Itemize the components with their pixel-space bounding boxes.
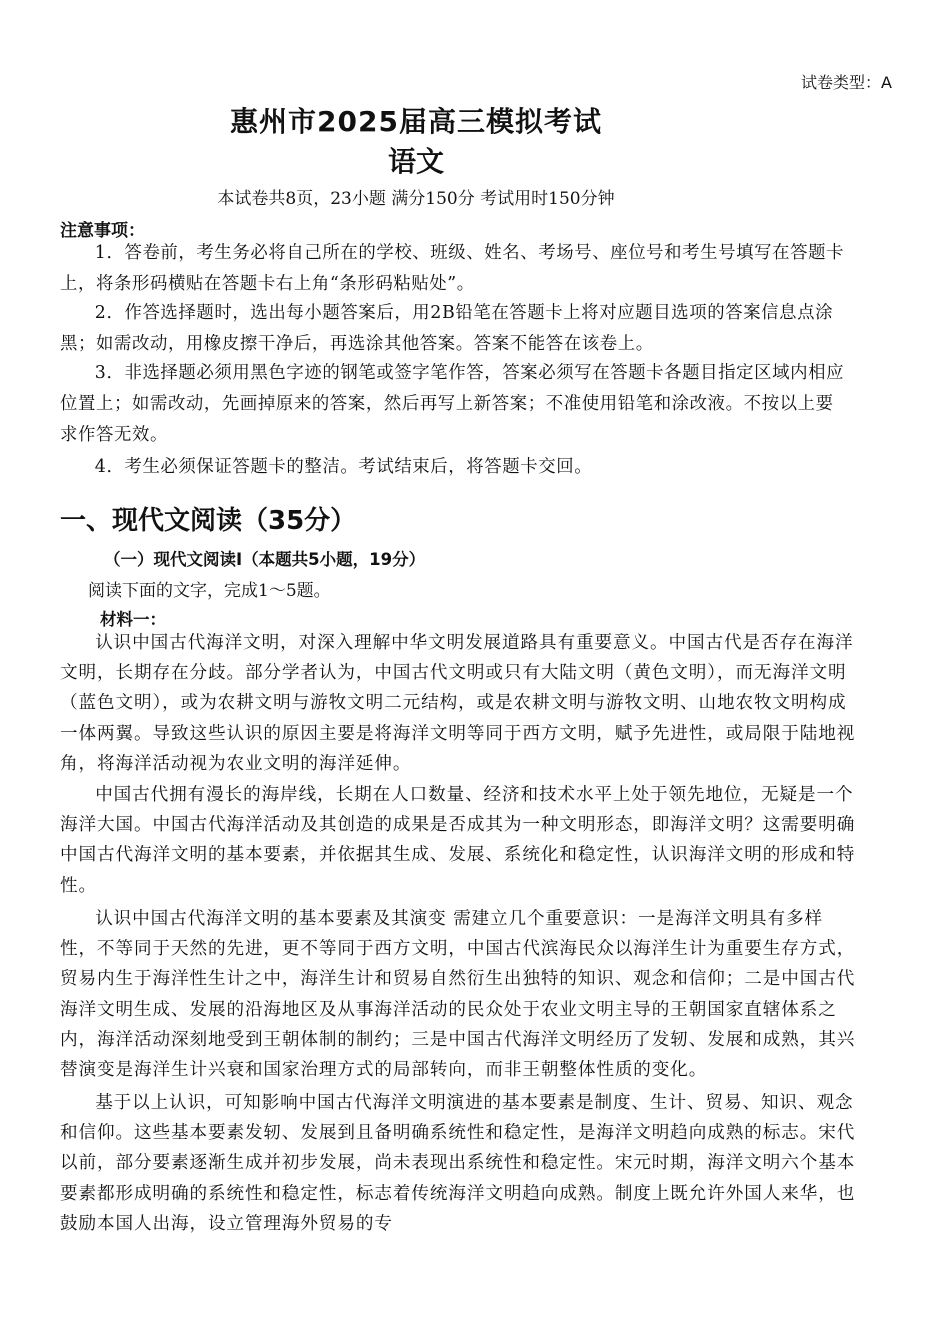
exam-title: 惠州市2025届高三模拟考试 xyxy=(230,105,602,138)
notice-item: 2．作答选择题时，选出每小题答案后，用2B铅笔在答题卡上将对应题目选项的答案信息点涂黑；如需改动，用橡皮擦干净后，再选涂其他答案。答案不能答在该卷上。 xyxy=(60,303,834,354)
reading-instruction: 阅读下面的文字，完成1～5题。 xyxy=(88,581,331,601)
notice-item-2-block xyxy=(60,298,845,360)
sub-section-heading: （一）现代文阅读Ⅰ（本题共5小题，19分） xyxy=(104,550,426,569)
body-paragraph: 基于以上认识，可知影响中国古代海洋文明演进的基本要素是制度、生计、贸易、知识、观念和信仰。这些基本要素发轫、发展到且备明确系统性和稳定性，是海洋文明趋向成熟的标志。宋代以前，部分要素逐渐生成并初步发展，尚未表现出系统性和稳定性。宋元时期，海洋文明六个基本要素都形成明确的系统性和稳定性，标志着传统海洋文明趋向成熟。制度上既允许外国人来华，也鼓励本国人出海，设立管理海外贸易的专 xyxy=(60,1093,856,1234)
body-paragraph-4-block xyxy=(60,1088,858,1239)
body-paragraph: 认识中国古代海洋文明，对深入理解中华文明发展道路具有重要意义。中国古代是否存在海洋文明，长期存在分歧。部分学者认为，中国古代文明或只有大陆文明（黄色文明），而无海洋文明（蓝色文明），或为农耕文明与游牧文明二元结构，或是农耕文明与游牧文明、山地农牧文明构成一体两翼。导致这些认识的原因主要是将海洋文明等同于西方文明，赋予先进性，或局限于陆地视角，将海洋活动视为农业文明的海洋延伸。 xyxy=(60,633,856,774)
body-paragraph: 中国古代拥有漫长的海岸线，长期在人口数量、经济和技术水平上处于领先地位，无疑是一个海洋大国。中国古代海洋活动及其创造的成果是否成其为一种文明形态，即海洋文明？这需要明确中国古代海洋文明的基本要素，并依据其生成、发展、系统化和稳定性，认识海洋文明的形成和特性。 xyxy=(60,785,856,896)
section-heading: 一、现代文阅读（35分） xyxy=(60,506,357,536)
subject-title: 语文 xyxy=(387,145,444,178)
body-paragraph-3-block xyxy=(60,904,858,1085)
exam-info: 本试卷共8页，23小题 满分150分 考试用时150分钟 xyxy=(217,189,615,209)
body-paragraph-1-block xyxy=(60,628,858,779)
notice-item: 4．考生必须保证答题卡的整洁。考试结束后，将答题卡交回。 xyxy=(94,457,593,477)
notice-item: 3．非选择题必须用黑色字迹的钢笔或签字笔作答，答案必须写在答题卡各题目指定区域内相应位置上；如需改动，先画掉原来的答案，然后再写上新答案；不准使用铅笔和涂改液。不按以上要求作答无效。 xyxy=(60,363,845,445)
body-paragraph: 认识中国古代海洋文明的基本要素及其演变 需建立几个重要意识：一是海洋文明具有多样性，不等同于天然的先进，更不等同于西方文明，中国古代滨海民众以海洋生计为重要生存方式，贸易内生于海洋性生计之中，海洋生计和贸易自然衍生出独特的知识、观念和信仰；二是中国古代海洋文明生成、发展的沿海地区及从事海洋活动的民众处于农业文明主导的王朝国家直辖体系之内，海洋活动深刻地受到王朝体制的制约；三是中国古代海洋文明经历了发轫、发展和成熟，其兴替演变是海洋生计兴衰和国家治理方式的局部转向，而非王朝整体性质的变化。 xyxy=(60,909,856,1081)
notice-item-1-block xyxy=(60,238,845,300)
notice-item-4-block xyxy=(60,452,845,483)
body-paragraph-2-block xyxy=(60,780,858,901)
paper-type-label: 试卷类型：A xyxy=(801,73,892,92)
notice-item-3-block xyxy=(60,358,845,451)
material-label: 材料一： xyxy=(100,610,166,629)
notice-item: 1．答卷前，考生务必将自己所在的学校、班级、姓名、考场号、座位号和考生号填写在答题卡上，将条形码横贴在答题卡右上角“条形码粘贴处”。 xyxy=(60,243,845,294)
notice-heading: 注意事项： xyxy=(60,221,145,241)
